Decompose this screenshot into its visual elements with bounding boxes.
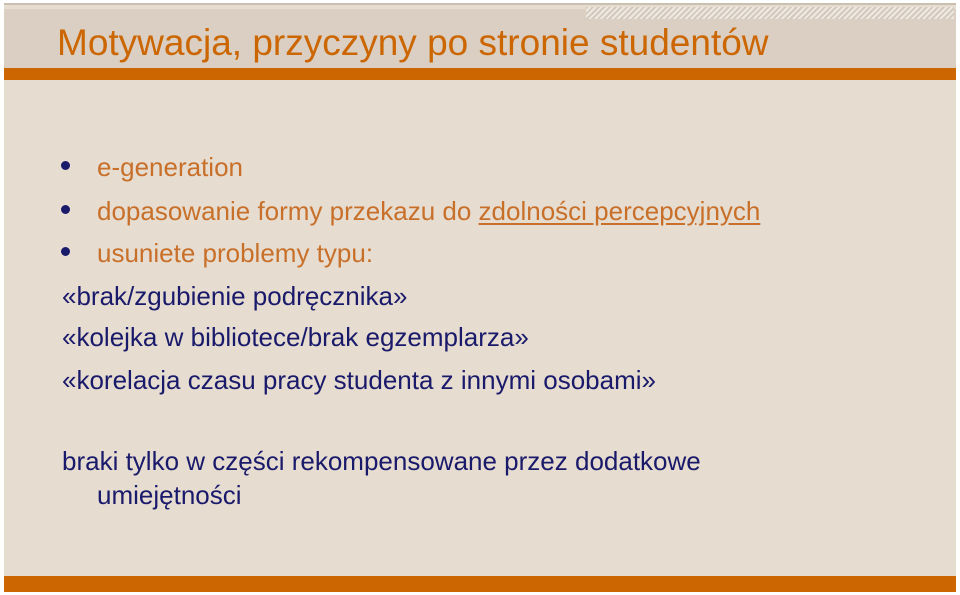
- decorative-hatch-pattern: [586, 7, 954, 19]
- quote-line-podrecznik: «brak/zgubienie podręcznika»: [62, 281, 408, 311]
- slide-top-edge: [4, 3, 956, 5]
- slide-title: Motywacja, przyczyny po stronie studentów: [57, 22, 769, 63]
- bullet-item-text: dopasowanie formy przekazu do: [97, 196, 479, 226]
- quote-line-korelacja: «korelacja czasu pracy studenta z innymi osobami»: [62, 365, 656, 395]
- conclusion-line-1: braki tylko w części rekompensowane przez dodatkowe: [62, 446, 701, 476]
- footer-bar: [4, 576, 956, 592]
- percepcja-link[interactable]: zdolności percepcyjnych: [478, 196, 761, 226]
- bullet-dot-icon: [61, 247, 70, 256]
- quote-line-kolejka: «kolejka w bibliotece/brak egzemplarza»: [62, 322, 529, 352]
- bullet-dot-icon: [61, 161, 70, 170]
- bullet-dot-icon: [61, 205, 70, 214]
- bullet-item-usuniete: usuniete problemy typu:: [97, 238, 374, 268]
- title-underline-bar: [4, 68, 956, 80]
- slide: [4, 3, 956, 592]
- conclusion-line-2: umiejętności: [97, 480, 242, 510]
- bullet-item-dopasowanie: [97, 198, 760, 224]
- bullet-item-e-generation: e-generation: [97, 152, 243, 182]
